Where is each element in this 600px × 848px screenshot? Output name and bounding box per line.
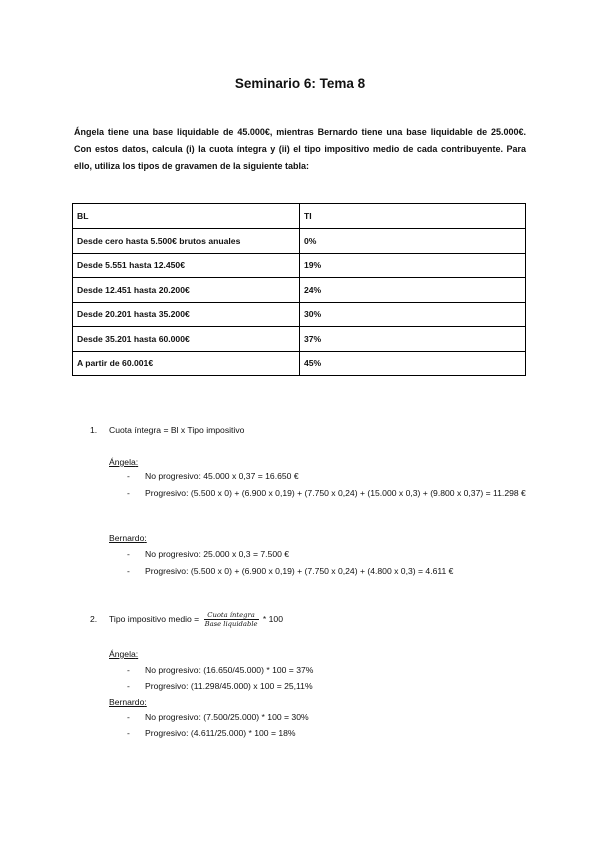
table-row <box>73 327 526 352</box>
table-row <box>73 278 526 303</box>
list-item <box>127 709 537 725</box>
angela-label-1 <box>109 457 138 467</box>
list-item <box>127 678 537 694</box>
list-item-text: No progresivo: 25.000 x 0,3 = 7.500 € <box>145 549 290 559</box>
header-cell-ti: TI <box>300 204 526 229</box>
bullet-dash: - <box>127 549 130 559</box>
bullet-dash: - <box>127 681 130 691</box>
section-1-heading <box>90 425 244 435</box>
bernardo-name: Bernardo <box>109 533 145 543</box>
bernardo-label-2 <box>109 697 147 707</box>
bernardo-name: Bernardo <box>109 697 145 707</box>
angela-name: Ángela <box>109 649 136 659</box>
row-rate-cell: 19% <box>300 253 526 278</box>
list-item-text: No progresivo: (16.650/45.000) * 100 = 37% <box>145 665 314 675</box>
row-rate-cell: 45% <box>300 351 526 376</box>
section-2-title-prefix: Tipo impositivo medio = <box>109 613 200 624</box>
row-range-cell: Desde 20.201 hasta 35.200€ <box>73 302 300 327</box>
list-item-text: No progresivo: 45.000 x 0,37 = 16.650 € <box>145 471 299 481</box>
section-2-number: 2. <box>90 613 98 624</box>
list-item-text: Progresivo: (4.611/25.000) * 100 = 18% <box>145 728 296 738</box>
bullet-dash: - <box>127 566 130 576</box>
bullet-dash: - <box>127 471 130 481</box>
row-range-cell: Desde 5.551 hasta 12.450€ <box>73 253 300 278</box>
list-item <box>127 563 537 579</box>
list-item <box>127 468 537 484</box>
page-title: Seminario 6: Tema 8 <box>234 76 366 91</box>
row-range-cell: Desde cero hasta 5.500€ brutos anuales <box>73 229 300 254</box>
bullet-dash: - <box>127 728 130 738</box>
bernardo-label-1 <box>109 533 147 543</box>
row-rate-cell: 0% <box>300 229 526 254</box>
label-colon: : <box>135 457 139 467</box>
table-row <box>73 229 526 254</box>
list-item <box>127 725 537 741</box>
row-rate-cell: 30% <box>300 302 526 327</box>
list-item-text: No progresivo: (7.500/25.000) * 100 = 30% <box>145 712 309 722</box>
section-2-heading <box>90 611 283 628</box>
table-header-row <box>73 204 526 229</box>
header-cell-bl: BL <box>73 204 300 229</box>
list-item <box>127 485 537 501</box>
bullet-dash: - <box>127 712 130 722</box>
angela-name: Ángela <box>109 457 136 467</box>
table-row <box>73 253 526 278</box>
fraction-denominator: Base liquidable <box>204 620 258 628</box>
label-colon: : <box>144 697 147 707</box>
average-rate-fraction <box>204 611 259 628</box>
intro-paragraph: Ángela tiene una base liquidable de 45.000€, mientras Bernardo tiene una base liquidable de 25.000€. Con estos datos, calcula (i) la cuota íntegra y (ii) el tipo impositivo medio de cada contribuyente. Para ello, utiliza los tipos de gravamen de la siguiente tabla: <box>74 127 526 171</box>
bullet-dash: - <box>127 488 130 498</box>
list-item-text: Progresivo: (5.500 x 0) + (6.900 x 0,19) + (7.750 x 0,24) + (4.800 x 0,3) = 4.611 € <box>145 566 454 576</box>
row-range-cell: Desde 35.201 hasta 60.000€ <box>73 327 300 352</box>
angela-label-2 <box>109 649 138 659</box>
list-item-text: Progresivo: (11.298/45.000) x 100 = 25,11% <box>145 681 313 691</box>
row-rate-cell: 37% <box>300 327 526 352</box>
list-item <box>127 546 537 562</box>
bullet-dash: - <box>127 665 130 675</box>
table-row <box>73 351 526 376</box>
table-row <box>73 302 526 327</box>
section-1-title: Cuota íntegra = Bl x Tipo impositivo <box>109 425 245 435</box>
label-colon: : <box>135 649 139 659</box>
list-item-text: Progresivo: (5.500 x 0) + (6.900 x 0,19) + (7.750 x 0,24) + (15.000 x 0,3) + (9.800 x 0,37) = 11.298 € <box>145 488 526 498</box>
section-2-title-suffix: * 100 <box>262 613 283 624</box>
tax-rate-table <box>72 203 526 376</box>
row-rate-cell: 24% <box>300 278 526 303</box>
label-colon: : <box>144 533 147 543</box>
section-1-number: 1. <box>90 425 98 435</box>
list-item <box>127 662 537 678</box>
row-range-cell: Desde 12.451 hasta 20.200€ <box>73 278 300 303</box>
fraction-numerator: Cuota íntegra <box>204 611 259 620</box>
row-range-cell: A partir de 60.001€ <box>73 351 300 376</box>
